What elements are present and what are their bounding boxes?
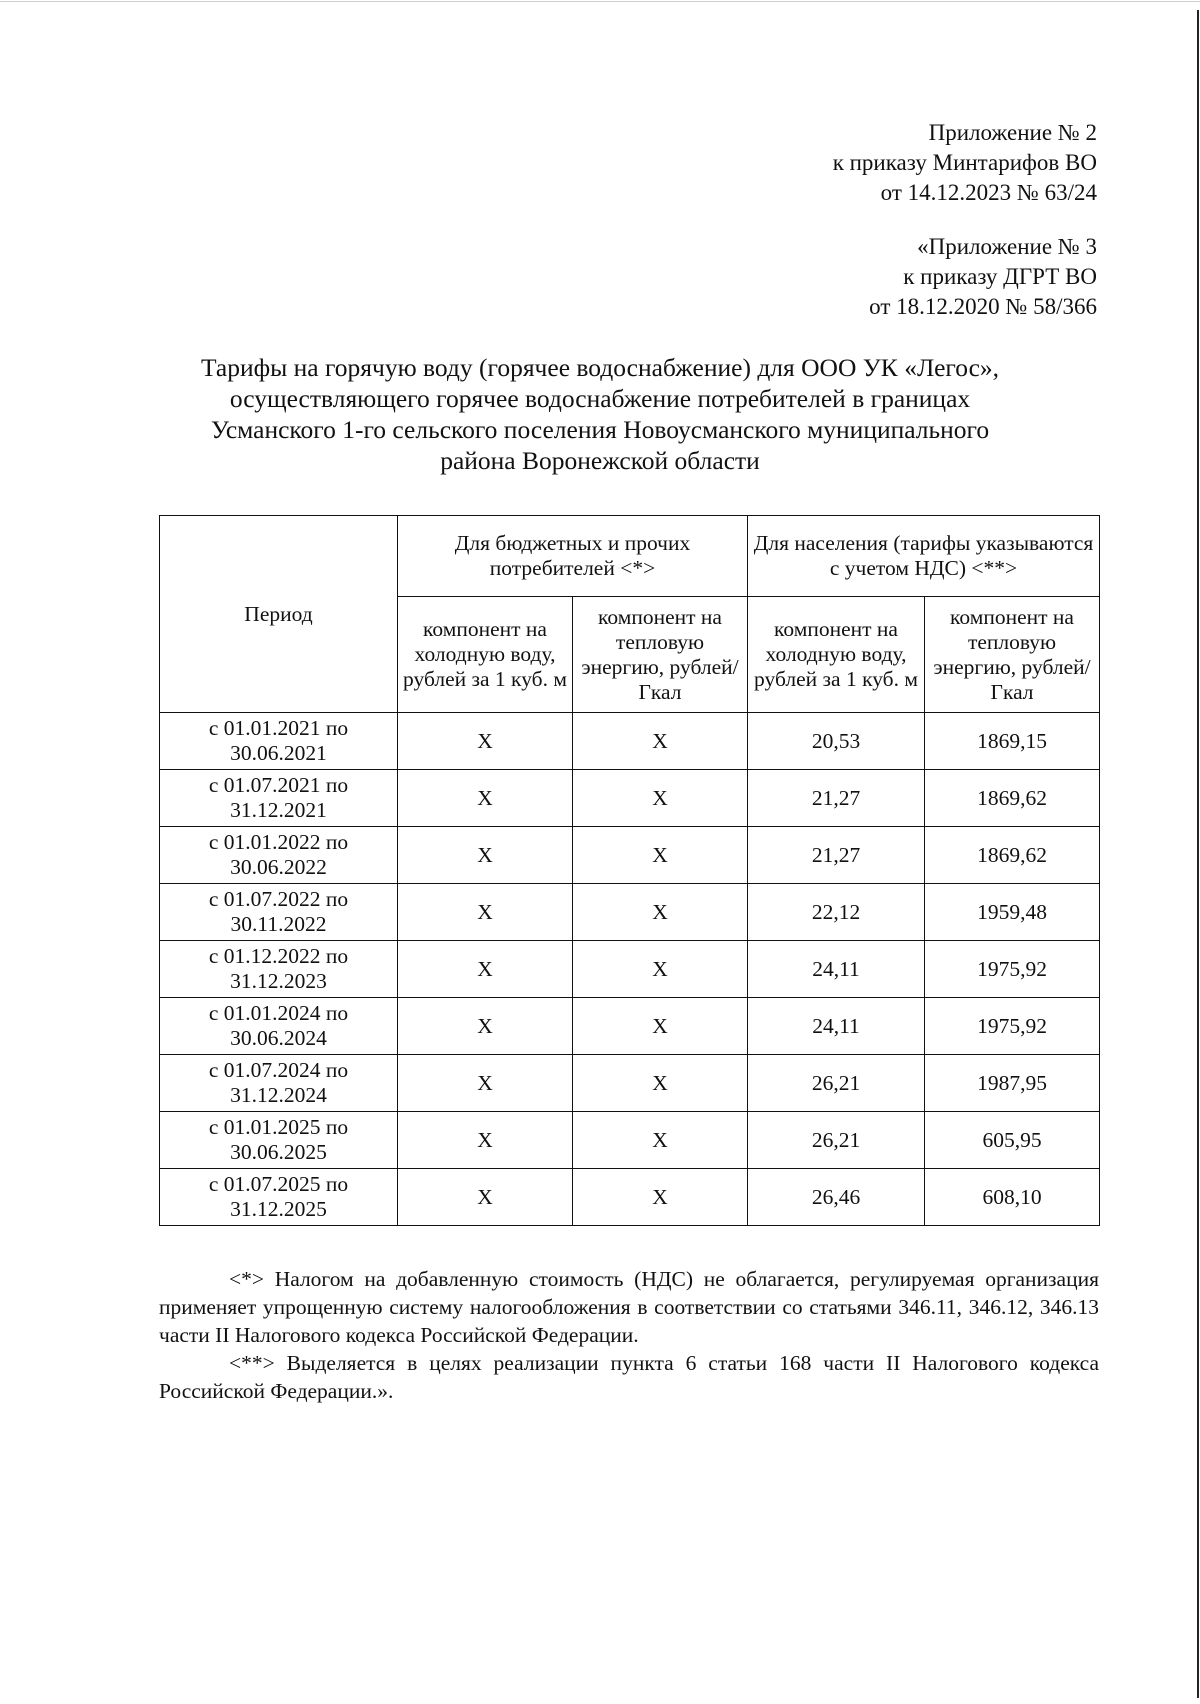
budget-heat-cell: X — [573, 770, 748, 827]
table-row — [160, 770, 1100, 827]
period-cell: с 01.01.2024 по 30.06.2024 — [160, 998, 398, 1055]
period-cell: с 01.12.2022 по 31.12.2023 — [160, 941, 398, 998]
period-cell: с 01.01.2022 по 30.06.2022 — [160, 827, 398, 884]
population-cold-cell: 21,27 — [748, 770, 925, 827]
annex-current-line2: к приказу Минтарифов ВО — [832, 150, 1097, 175]
table-row — [160, 1112, 1100, 1169]
population-cold-cell: 26,21 — [748, 1112, 925, 1169]
population-heat-cell: 608,10 — [925, 1169, 1100, 1226]
period-cell: с 01.01.2021 по 30.06.2021 — [160, 713, 398, 770]
title-line2: осуществляющего горячее водоснабжение потребителей в границах — [229, 384, 971, 413]
budget-cold-cell: X — [398, 1112, 573, 1169]
period-cell: с 01.07.2022 по 30.11.2022 — [160, 884, 398, 941]
population-group-header: Для населения (тарифы указываются с учетом НДС) <**> — [748, 516, 1100, 597]
budget-group-header: Для бюджетных и прочих потребителей <*> — [398, 516, 748, 597]
budget-heat-cell: X — [573, 1169, 748, 1226]
population-cold-cell: 20,53 — [748, 713, 925, 770]
budget-heat-cell: X — [573, 827, 748, 884]
population-heat-cell: 1869,15 — [925, 713, 1100, 770]
tariff-table — [159, 515, 1100, 1226]
budget-cold-cell: X — [398, 1169, 573, 1226]
budget-heat-cell: X — [573, 1112, 748, 1169]
budget-heat-cell: X — [573, 884, 748, 941]
footnotes — [159, 1265, 1099, 1405]
population-cold-cell: 24,11 — [748, 941, 925, 998]
title-line1: Тарифы на горячую воду (горячее водоснабжение) для ООО УК «Легос», — [200, 353, 1000, 382]
scan-edge-right — [1197, 10, 1199, 1698]
title-line3: Усманского 1-го сельского поселения Новоусманского муниципального — [210, 415, 990, 444]
population-heat-header: компонент на тепловую энергию, рублей/Гкал — [925, 597, 1100, 713]
population-heat-cell: 1959,48 — [925, 884, 1100, 941]
population-cold-cell: 22,12 — [748, 884, 925, 941]
budget-cold-cell: X — [398, 1055, 573, 1112]
budget-heat-cell: X — [573, 1055, 748, 1112]
period-cell: с 01.01.2025 по 30.06.2025 — [160, 1112, 398, 1169]
annex-original-line1: «Приложение № 3 — [917, 234, 1097, 259]
table-row — [160, 713, 1100, 770]
scan-edge-top — [0, 1, 1200, 2]
population-cold-cell: 26,46 — [748, 1169, 925, 1226]
annex-original-header — [869, 232, 1097, 322]
population-heat-cell: 1975,92 — [925, 998, 1100, 1055]
table-row — [160, 827, 1100, 884]
population-heat-cell: 1975,92 — [925, 941, 1100, 998]
footnote-vat-exempt: <*> Налогом на добавленную стоимость (НДС) не облагается, регулируемая организация применяет упрощенную систему налогообложения в соответствии со статьями 346.11, 346.12, 346.13 части II Налогового кодекса Российской Федерации. — [159, 1267, 1099, 1347]
population-heat-cell: 605,95 — [925, 1112, 1100, 1169]
population-heat-cell: 1987,95 — [925, 1055, 1100, 1112]
annex-original-line3: от 18.12.2020 № 58/366 — [869, 294, 1097, 319]
table-row — [160, 884, 1100, 941]
annex-original-line2: к приказу ДГРТ ВО — [903, 264, 1097, 289]
table-row — [160, 1169, 1100, 1226]
annex-current-line1: Приложение № 2 — [928, 120, 1097, 145]
period-header: Период — [160, 516, 398, 713]
period-cell: с 01.07.2024 по 31.12.2024 — [160, 1055, 398, 1112]
budget-cold-cell: X — [398, 884, 573, 941]
population-cold-cell: 24,11 — [748, 998, 925, 1055]
footnote-vat-included: <**> Выделяется в целях реализации пункта 6 статьи 168 части II Налогового кодекса Российской Федерации.». — [159, 1351, 1099, 1403]
title-line4: района Воронежской области — [440, 446, 760, 475]
budget-heat-header: компонент на тепловую энергию, рублей/Гкал — [573, 597, 748, 713]
budget-cold-cell: X — [398, 770, 573, 827]
budget-heat-cell: X — [573, 998, 748, 1055]
table-row — [160, 998, 1100, 1055]
budget-cold-cell: X — [398, 998, 573, 1055]
budget-cold-cell: X — [398, 713, 573, 770]
budget-heat-cell: X — [573, 941, 748, 998]
period-cell: с 01.07.2021 по 31.12.2021 — [160, 770, 398, 827]
table-row — [160, 1055, 1100, 1112]
population-cold-header: компонент на холодную воду, рублей за 1 куб. м — [748, 597, 925, 713]
budget-cold-cell: X — [398, 827, 573, 884]
population-cold-cell: 26,21 — [748, 1055, 925, 1112]
population-cold-cell: 21,27 — [748, 827, 925, 884]
annex-current-header — [833, 118, 1097, 208]
period-cell: с 01.07.2025 по 31.12.2025 — [160, 1169, 398, 1226]
population-heat-cell: 1869,62 — [925, 827, 1100, 884]
budget-heat-cell: X — [573, 713, 748, 770]
budget-cold-header: компонент на холодную воду, рублей за 1 куб. м — [398, 597, 573, 713]
population-heat-cell: 1869,62 — [925, 770, 1100, 827]
document-title — [150, 352, 1050, 476]
budget-cold-cell: X — [398, 941, 573, 998]
table-row — [160, 941, 1100, 998]
annex-current-line3: от 14.12.2023 № 63/24 — [880, 180, 1097, 205]
